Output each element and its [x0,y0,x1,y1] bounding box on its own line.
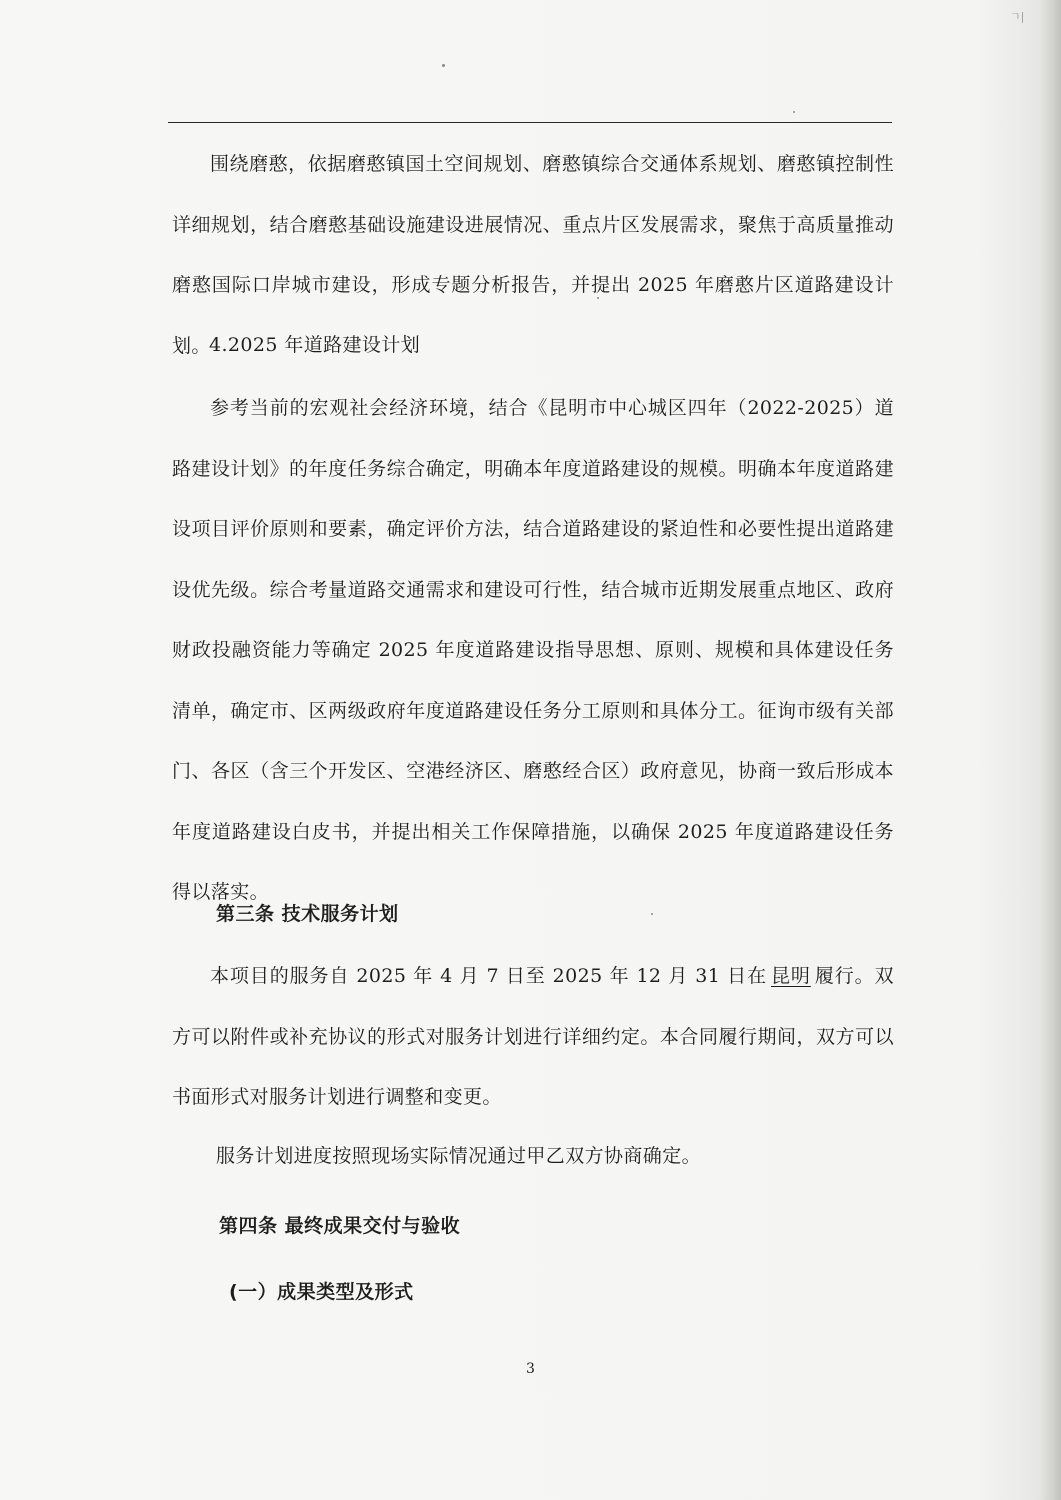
page-edge-shadow [1039,0,1061,1500]
section-4-2-body: 参考当前的宏观社会经济环境，结合《昆明市中心城区四年（2022-2025）道路建设计划》的年度任务综合确定，明确本年度道路建设的规模。明确本年度道路建设项目评价原则和要素，确定评价方法，结合道路建设的紧迫性和必要性提出道路建设优先级。综合考量道路交通需求和建设可行性，结合城市近期发展重点地区、政府财政投融资能力等确定 2025 年度道路建设指导思想、原则、规模和具体建设任务清单，确定市、区两级政府年度道路建设任务分工原则和具体分工。征询市级有关部门、各区（含三个开发区、空港经济区、磨憨经合区）政府意见，协商一致后形成本年度道路建设白皮书，并提出相关工作保障措施，以确保 2025 年度道路建设任务得以落实。 [172,397,894,903]
service-place: 昆明 [771,965,811,987]
article-3-paragraph-1 [172,946,894,1128]
page-number: 3 [526,1361,535,1377]
scan-speck [442,64,445,67]
section-4-2-title: 4.2025 年道路建设计划 [209,334,421,356]
article-3-heading: 第三条 技术服务计划 [216,903,399,925]
intro-paragraph: 围绕磨憨，依据磨憨镇国土空间规划、磨憨镇综合交通体系规划、磨憨镇控制性详细规划，结合磨憨基础设施建设进展情况、重点片区发展需求，聚焦于高质量推动磨憨国际口岸城市建设，形成专题分析报告，并提出 2025 年磨憨片区道路建设计划。 [172,153,894,357]
corner-mark: ㄱ| [1010,10,1025,23]
article-3-para1-suffix: 履行。双方可以附件或补充协议的形式对服务计划进行详细约定。本合同履行期间，双方可以书面形式对服务计划进行调整和变更。 [172,965,894,1108]
article-3-para1-prefix: 本项目的服务自 2025 年 4 月 7 日至 2025 年 12 月 31 日在 [210,965,767,987]
article-3-paragraph-2: 服务计划进度按照现场实际情况通过甲乙双方协商确定。 [216,1145,702,1167]
article-4-heading: 第四条 最终成果交付与验收 [219,1215,461,1237]
scan-speck [793,111,795,113]
article-4-sub1-heading: (一）成果类型及形式 [229,1281,414,1303]
header-rule [168,122,892,123]
